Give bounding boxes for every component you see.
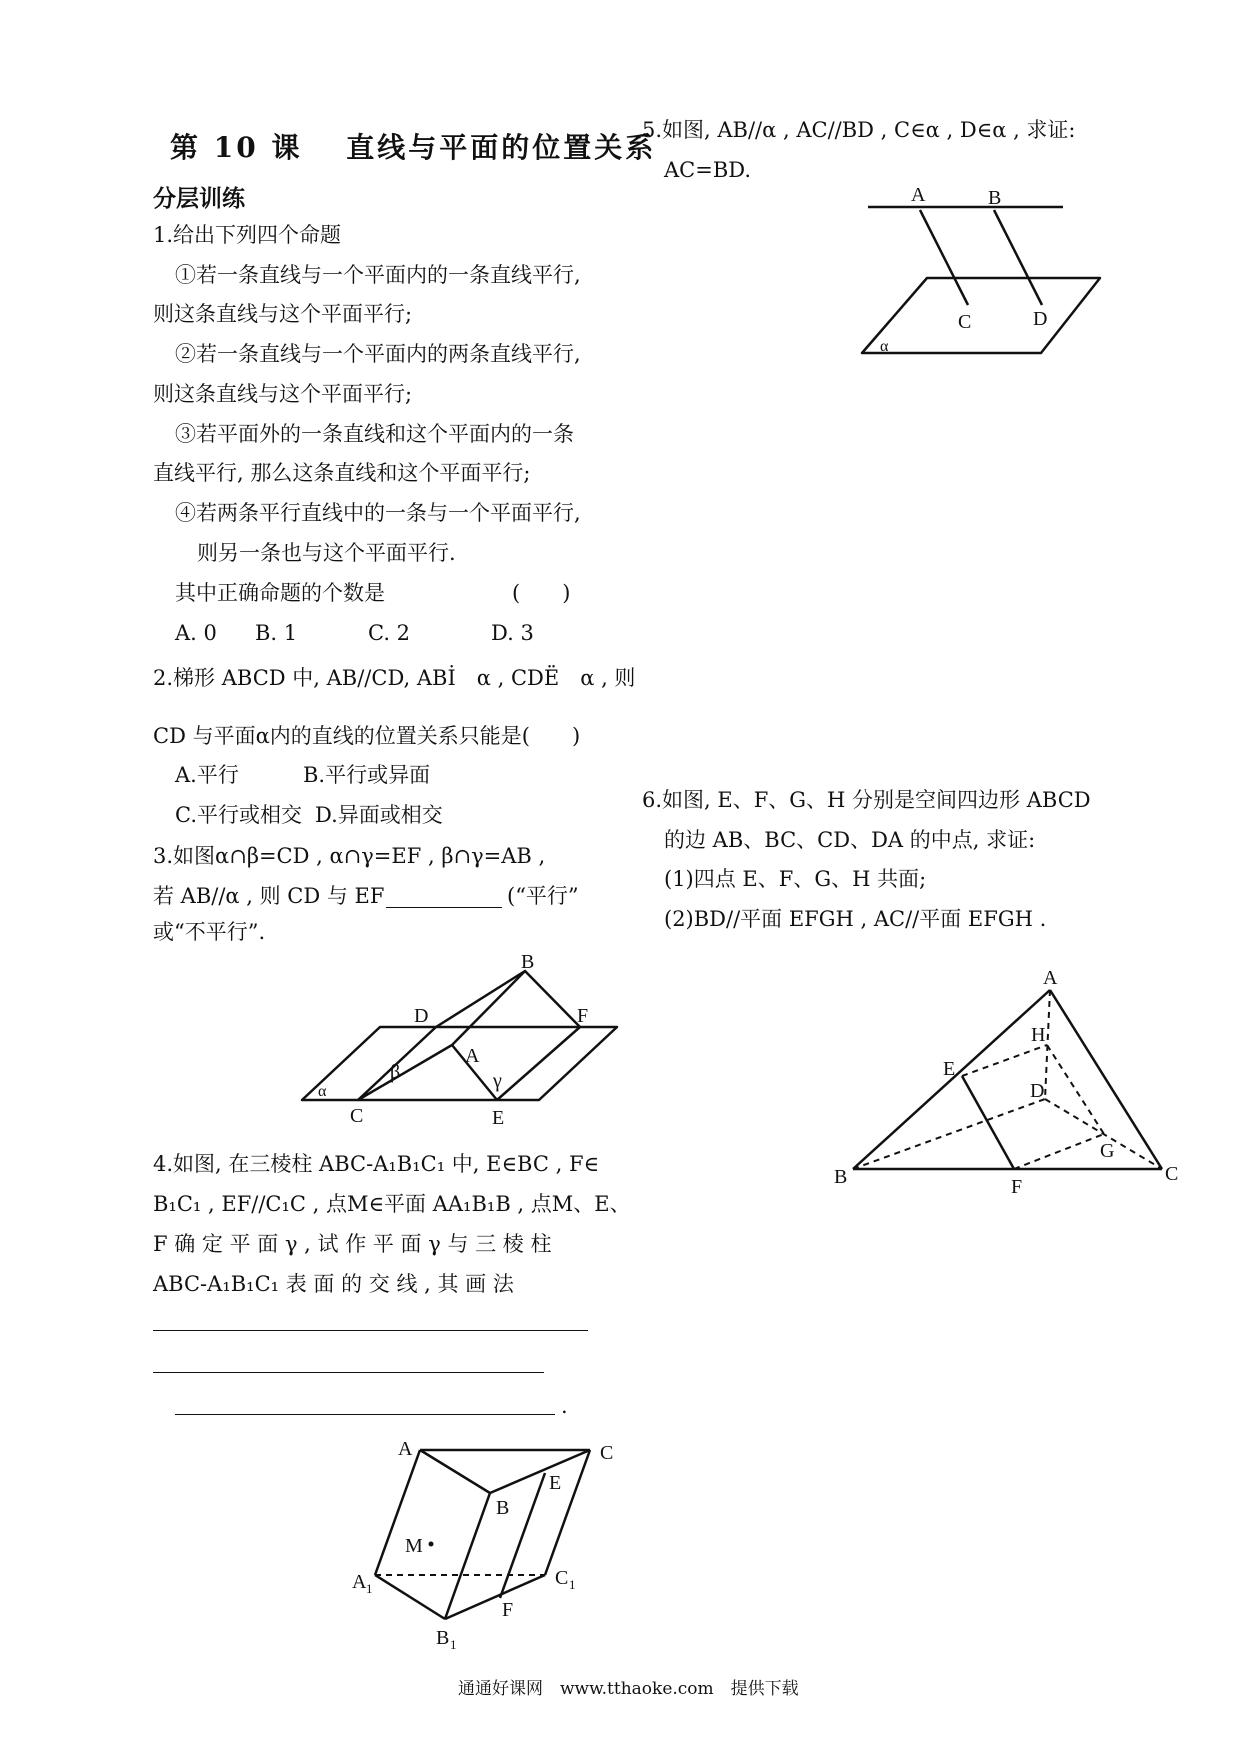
q4-line2: B₁C₁ , EF//C₁C , 点M∈平面 AA₁B₁B , 点M、E、 <box>153 1192 631 1216</box>
q1-answer-paren: ( ) <box>512 581 571 605</box>
q3-label-b: B <box>521 951 535 973</box>
q5-label-d: D <box>1033 308 1048 330</box>
q6-line4: (2)BD//平面 EFGH , AC//平面 EFGH . <box>664 907 1047 931</box>
q6-line3: (1)四点 E、F、G、H 共面; <box>664 867 927 891</box>
q1-stem: 1.给出下列四个命题 <box>153 223 342 247</box>
q5-line1: 5.如图, AB//α , AC//BD , C∈α , D∈α , 求证: <box>642 118 1076 142</box>
q1-prop3-line1: ③若平面外的一条直线和这个平面内的一条 <box>175 422 574 446</box>
q4-line4: ABC-A₁B₁C₁ 表 面 的 交 线 , 其 画 法 <box>153 1272 514 1296</box>
q2-option-b: B.平行或异面 <box>303 763 431 787</box>
q1-prop2-line1: ②若一条直线与一个平面内的两条直线平行, <box>175 342 581 366</box>
q3-label-d: D <box>414 1005 429 1027</box>
q5-label-b: B <box>988 187 1002 209</box>
q2-line2: CD 与平面α内的直线的位置关系只能是( ) <box>153 724 581 748</box>
q1-prop3-line2: 直线平行, 那么这条直线和这个平面平行; <box>153 461 531 485</box>
q4-label-m: M <box>405 1535 423 1557</box>
q5-label-c: C <box>958 311 972 333</box>
q6-label-f: F <box>1011 1176 1023 1198</box>
q4-label-c1-sub: 1 <box>569 1577 576 1592</box>
q4-label-b1: B <box>436 1627 450 1649</box>
q4-line1: 4.如图, 在三棱柱 ABC-A₁B₁C₁ 中, E∈BC , F∈ <box>153 1152 600 1176</box>
q6-label-e: E <box>943 1058 956 1080</box>
q3-line2-start: 若 AB//α , 则 CD 与 EF <box>153 884 385 908</box>
q2-option-d: D.异面或相交 <box>315 803 443 827</box>
q4-label-f: F <box>502 1599 514 1621</box>
q3-label-alpha: α <box>318 1083 327 1100</box>
q1-prop4-line2: 则另一条也与这个平面平行. <box>197 541 456 565</box>
q5-line2: AC=BD. <box>664 158 752 182</box>
q1-option-a: A. 0 <box>175 621 217 645</box>
q4-label-b: B <box>496 1497 510 1519</box>
q6-label-d: D <box>1030 1080 1045 1102</box>
q4-label-e: E <box>549 1472 562 1494</box>
q2-line1: 2.梯形 ABCD 中, AB//CD, ABİ α , CDË α , 则 <box>153 666 636 690</box>
q3-label-f: F <box>577 1005 589 1027</box>
q3-label-c: C <box>350 1105 364 1127</box>
q4-label-a1-sub: 1 <box>366 1581 373 1596</box>
q6-label-h: H <box>1031 1024 1046 1046</box>
page-footer: 通通好课网 www.tthaoke.com 提供下载 <box>458 1679 799 1699</box>
q6-label-c: C <box>1165 1163 1179 1185</box>
q3-line1: 3.如图α∩β=CD , α∩γ=EF , β∩γ=AB , <box>153 844 546 868</box>
q3-label-gamma: γ <box>493 1070 502 1092</box>
q4-label-c1: C <box>555 1567 569 1589</box>
q4-label-c: C <box>600 1442 614 1464</box>
q3-label-a: A <box>465 1045 480 1067</box>
q6-label-b: B <box>834 1166 848 1188</box>
q1-ask: 其中正确命题的个数是 <box>175 581 385 605</box>
q1-prop1-line1: ①若一条直线与一个平面内的一条直线平行, <box>175 263 581 287</box>
q4-label-b1-sub: 1 <box>450 1637 457 1652</box>
q5-label-alpha: α <box>880 338 889 355</box>
q3-line3: 或“不平行”. <box>153 920 266 944</box>
q1-prop1-line2: 则这条直线与这个平面平行; <box>153 302 413 326</box>
q4-label-a1: A <box>352 1571 367 1593</box>
q4-label-a: A <box>398 1438 413 1460</box>
q5-label-a: A <box>911 184 926 206</box>
section-heading: 分层训练 <box>153 186 245 212</box>
segment-ef <box>962 1076 1014 1169</box>
q1-prop4-line1: ④若两条平行直线中的一条与一个平面平行, <box>175 501 581 525</box>
q2-option-c: C.平行或相交 <box>175 803 302 827</box>
q6-line1: 6.如图, E、F、G、H 分别是空间四边形 ABCD <box>642 788 1091 812</box>
page-title: 第 10 课 直线与平面的位置关系 <box>170 131 657 164</box>
q1-option-b: B. 1 <box>255 621 298 645</box>
q6-line2: 的边 AB、BC、CD、DA 的中点, 求证: <box>664 828 1036 852</box>
q3-line2-end: (“平行” <box>507 884 579 908</box>
q4-line3: F 确 定 平 面 γ , 试 作 平 面 γ 与 三 棱 柱 <box>153 1232 552 1256</box>
q6-label-a: A <box>1043 967 1058 989</box>
q2-option-a: A.平行 <box>175 763 239 787</box>
q1-option-d: D. 3 <box>491 621 534 645</box>
q1-option-c: C. 2 <box>368 621 411 645</box>
q6-label-g: G <box>1100 1140 1115 1162</box>
q3-label-beta: β <box>390 1061 401 1083</box>
q4-end-period: . <box>561 1394 568 1418</box>
q1-prop2-line2: 则这条直线与这个平面平行; <box>153 382 413 406</box>
q3-label-e: E <box>492 1107 505 1129</box>
